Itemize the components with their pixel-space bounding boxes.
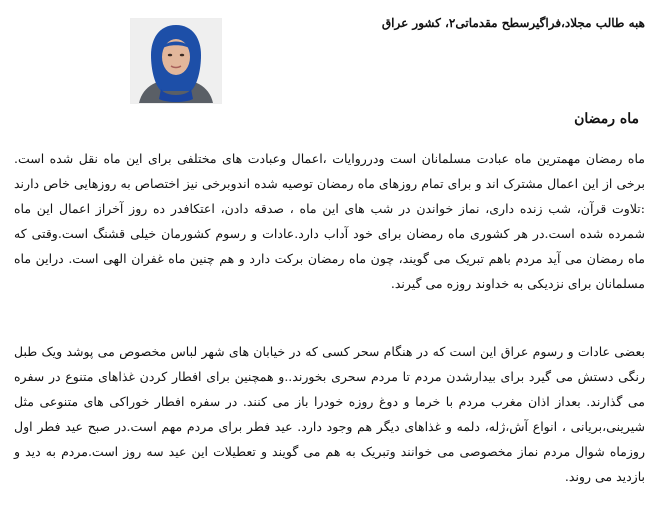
paragraph-2: بعضی عادات و رسوم عراق این است که در هنگام سحر کسی که در خیابان های شهر لباس مخصوص می پوشد ویک طبل رنگی دستش می گیرد برای بیدارشدن مردم تا مردم سحری بخورند..و همچنین برای افطار کردن غذاهای متنوع در سفره می گذارند. بعداز اذان مغرب مردم با خرما و دوغ روزه خودرا باز می کنند. در سفره افطار خوراکی های متنوعی مثل شیرینی،بریانی ، انواع آش،ژله، دلمه و غذاهای دیگر هم وجود دارد. عید فطر برای مردم مهم است.در صبح عید فطر اول روزماه شوال مردم نماز مخصوصی می خوانند وتبریک به هم می گویند و تعطیلات این عید سه روز است.مردم به دید و بازدید می روند. [14,344,645,484]
author-photo [130,18,222,104]
paragraph-1: ماه رمضان مهمترین ماه عبادت مسلمانان است ودرروایات ،اعمال وعبادت های مختلفی برای این ماه نقل شده است. برخی از این اعمال مشترک اند و برای تمام روزهای ماه رمضان توصیه شده اندوبرخی نیز اختصاص به روزهایی خاص دارند :تلاوت قرآن، شب زنده داری، نماز خواندن در شب های این ماه ، صدقه دادن، اعتکافدر ده روز آخراز اعمال این ماه شمرده شده است.در هر کشوری ماه رمضان برای خود آداب دارد.عادات و رسوم کشورمان خیلی قشنگ است.وقتی که ماه رمضان می آید مردم باهم تبریک می گویند، چون ماه رمضان برکت دارد و هم چنین ماه غفران الهی است. دراین ماه مسلمانان برای نزدیکی به خداوند روزه می گیرند. [14,151,645,291]
author-byline: هبه طالب مجلاد،فراگیرسطح مقدماتی۲، کشور عراق [381,16,645,30]
author-portrait-image [131,19,221,103]
article-title: ماه رمضان [574,111,639,127]
